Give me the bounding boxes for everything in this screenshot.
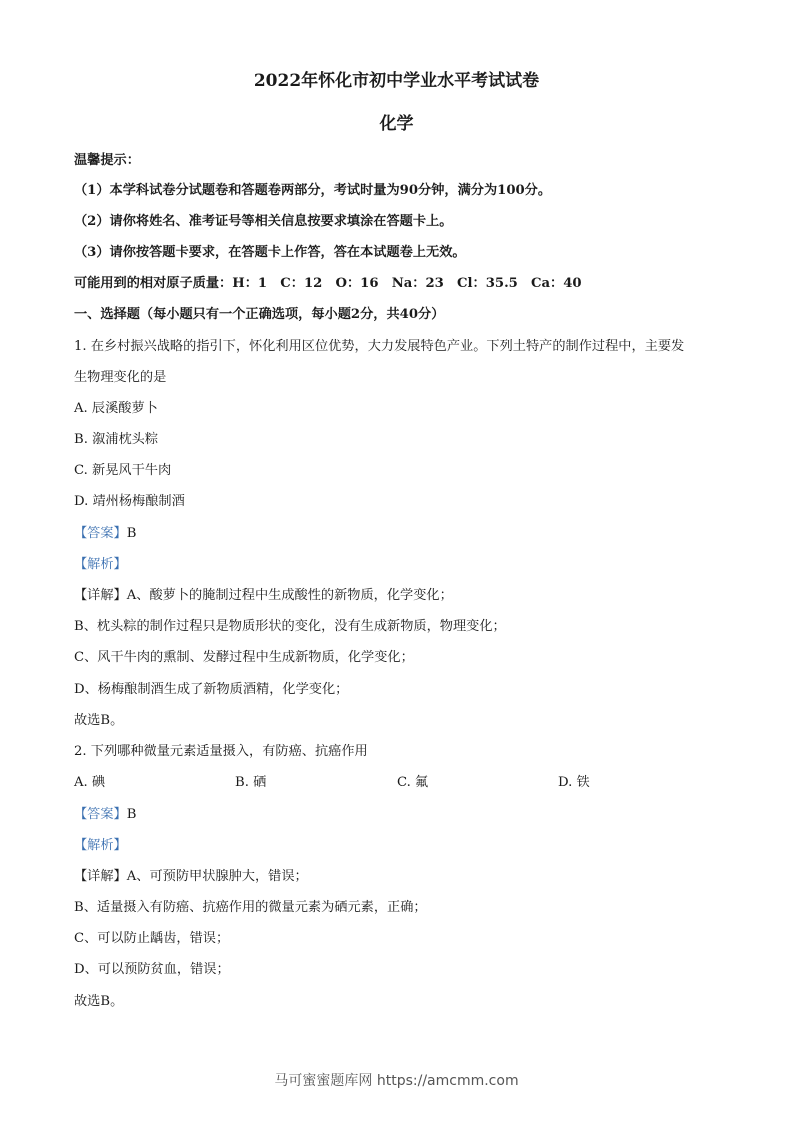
- detail-text: A、可预防甲状腺肿大，错误；: [126, 869, 308, 884]
- q1-detail-line1: [74, 587, 453, 605]
- tip-item-3: （3）请你按答题卡要求，在答题卡上作答，答在本试题卷上无效。: [74, 245, 466, 260]
- detail-text: A、酸萝卜的腌制过程中生成酸性的新物质，化学变化；: [126, 588, 453, 603]
- answer-tag: 【答案】: [74, 526, 127, 541]
- answer-value: B: [126, 526, 137, 541]
- q2-detail-line4: D、可以预防贫血，错误；: [74, 962, 230, 977]
- q2-answer: [74, 806, 136, 824]
- q1-conclusion: 故选B。: [74, 713, 124, 728]
- q2-option-c: C. 氟: [397, 775, 429, 790]
- q1-option-b: B. 溆浦枕头粽: [74, 432, 159, 447]
- q2-option-b: B. 硒: [235, 775, 267, 790]
- q1-detail-line3: C、风干牛肉的熏制、发酵过程中生成新物质，化学变化；: [74, 650, 414, 665]
- footer-watermark: 马可蜜蜜题库网 https://amcmm.com: [274, 1073, 519, 1089]
- q1-answer: [74, 525, 136, 543]
- tip-item-2: （2）请你将姓名、准考证号等相关信息按要求填涂在答题卡上。: [74, 214, 453, 229]
- atomic-mass-line: 可能用到的相对原子质量：H：1 C：12 O：16 Na：23 Cl：35.5 Ca：40: [74, 276, 582, 291]
- q2-option-d: D. 铁: [558, 775, 590, 790]
- q1-option-a: A. 辰溪酸萝卜: [74, 401, 158, 416]
- detail-tag: 【详解】: [74, 869, 127, 884]
- q2-stem: 2. 下列哪种微量元素适量摄入，有防癌、抗癌作用: [74, 744, 368, 759]
- tip-item-1: （1）本学科试卷分试题卷和答题卷两部分，考试时量为90分钟，满分为100分。: [74, 183, 552, 198]
- q1-option-c: C. 新晃风干牛肉: [74, 463, 172, 478]
- answer-value: B: [126, 807, 137, 822]
- q2-conclusion: 故选B。: [74, 994, 124, 1009]
- q1-option-d: D. 靖州杨梅酿制酒: [74, 494, 185, 509]
- q1-stem-line1: 1. 在乡村振兴战略的指引下，怀化利用区位优势，大力发展特色产业。下列土特产的制作过程中，主要发: [74, 339, 685, 354]
- q1-analysis-tag: 【解析】: [74, 557, 127, 572]
- q1-detail-line2: B、枕头粽的制作过程只是物质形状的变化，没有生成新物质，物理变化；: [74, 619, 506, 634]
- answer-tag: 【答案】: [74, 807, 127, 822]
- q2-detail-line1: [74, 868, 308, 886]
- q2-analysis-tag: 【解析】: [74, 838, 127, 853]
- q2-option-a: A. 碘: [74, 775, 106, 790]
- q2-detail-line3: C、可以防止龋齿，错误；: [74, 931, 230, 946]
- q1-stem-line2: 生物理变化的是: [74, 370, 167, 385]
- section-heading: 一、选择题（每小题只有一个正确选项，每小题2分，共40分）: [74, 307, 445, 322]
- detail-tag: 【详解】: [74, 588, 127, 603]
- subject-title: 化学: [379, 114, 414, 134]
- q1-detail-line4: D、杨梅酿制酒生成了新物质酒精，化学变化；: [74, 682, 349, 697]
- q2-detail-line2: B、适量摄入有防癌、抗癌作用的微量元素为硒元素，正确；: [74, 900, 427, 915]
- exam-title: 2022年怀化市初中学业水平考试试卷: [253, 71, 540, 91]
- tips-heading: 温馨提示：: [74, 153, 140, 168]
